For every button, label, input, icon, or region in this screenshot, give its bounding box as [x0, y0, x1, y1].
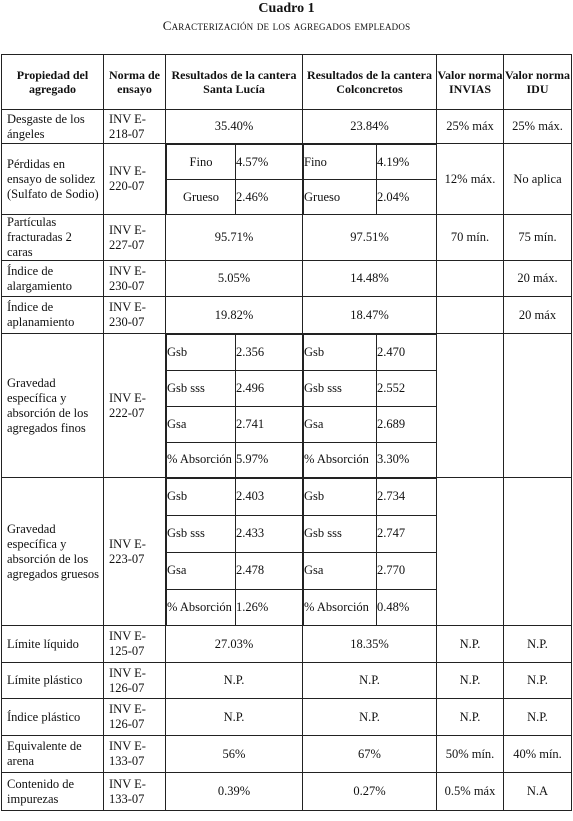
santa-lucia-value: 56% — [166, 736, 303, 773]
idu-value: N.P. — [504, 626, 572, 663]
property-cell: Desgaste de los ángeles — [2, 110, 104, 144]
idu-value: 20 máx. — [504, 261, 572, 297]
idu-value: 75 mín. — [504, 215, 572, 261]
norm-cell: INV E-230-07 — [104, 261, 166, 297]
santa-lucia-value: 27.03% — [166, 626, 303, 663]
header-colconcretos: Resultados de la cantera Colconcretos — [303, 55, 437, 110]
table-title: Cuadro 1 — [258, 1, 315, 16]
santa-lucia-value: 5.05% — [166, 261, 303, 297]
sub-value: 5.97% — [236, 442, 303, 477]
santa-lucia-value: N.P. — [166, 663, 303, 699]
sub-label: Grueso — [304, 180, 377, 214]
table-row — [2, 626, 572, 663]
property-cell: Equivalente de arena — [2, 736, 104, 773]
colconcretos-value: N.P. — [303, 699, 437, 736]
norm-cell: INV E-227-07 — [104, 215, 166, 261]
invias-value: N.P. — [437, 663, 504, 699]
colconcretos-value: 67% — [303, 736, 437, 773]
sub-value: 2.04% — [377, 180, 437, 214]
idu-value — [504, 334, 572, 478]
property-cell: Índice de alargamiento — [2, 261, 104, 297]
sub-value: 2.403 — [236, 479, 303, 516]
norm-cell: INV E-125-07 — [104, 626, 166, 663]
header-norma: Norma de ensayo — [104, 55, 166, 110]
header-row — [2, 55, 572, 110]
sub-label: Gsa — [167, 552, 236, 589]
idu-value: 25% máx. — [504, 110, 572, 144]
sub-label: Gsa — [167, 406, 236, 442]
santa-lucia-subtable-cell — [166, 478, 303, 626]
sub-label: Gsb — [167, 335, 236, 371]
table-row — [2, 297, 572, 334]
santa-lucia-value: 0.39% — [166, 773, 303, 811]
sub-value: 2.689 — [377, 406, 437, 442]
idu-value: No aplica — [504, 144, 572, 215]
colconcretos-subtable-cell — [303, 144, 437, 215]
table-subtitle: Caracterización de los agregados empleados — [162, 18, 411, 33]
property-cell: Índice plástico — [2, 699, 104, 736]
sub-label: Gsb sss — [304, 370, 377, 406]
invias-value — [437, 261, 504, 297]
invias-value: 0.5% máx — [437, 773, 504, 811]
property-cell: Contenido de impurezas — [2, 773, 104, 811]
property-cell: Gravedad específica y absorción de los agregados gruesos — [2, 478, 104, 626]
colconcretos-value: 18.35% — [303, 626, 437, 663]
aggregates-table — [1, 54, 572, 811]
colconcretos-value: 14.48% — [303, 261, 437, 297]
santa-lucia-subtable-cell — [166, 144, 303, 215]
sub-value: 2.356 — [236, 335, 303, 371]
colconcretos-value: 18.47% — [303, 297, 437, 334]
norm-cell: INV E-126-07 — [104, 699, 166, 736]
table-row — [2, 663, 572, 699]
norm-cell: INV E-133-07 — [104, 773, 166, 811]
invias-value: 12% máx. — [437, 144, 504, 215]
sub-value: 3.30% — [377, 442, 437, 477]
colconcretos-value: 23.84% — [303, 110, 437, 144]
sub-label: Gsb sss — [167, 370, 236, 406]
colconcretos-subtable-cell — [303, 334, 437, 478]
sub-value: 4.57% — [236, 145, 303, 180]
invias-value — [437, 297, 504, 334]
santa-lucia-value: 35.40% — [166, 110, 303, 144]
invias-value: 25% máx — [437, 110, 504, 144]
sub-value: 2.478 — [236, 552, 303, 589]
sub-value: 0.48% — [377, 589, 437, 625]
colconcretos-subtable — [303, 478, 436, 625]
sub-value: 2.770 — [377, 552, 437, 589]
norm-cell: INV E-223-07 — [104, 478, 166, 626]
property-cell: Índice de aplanamiento — [2, 297, 104, 334]
property-cell: Límite líquido — [2, 626, 104, 663]
norm-cell: INV E-230-07 — [104, 297, 166, 334]
sub-value: 2.470 — [377, 335, 437, 371]
sub-label: Fino — [304, 145, 377, 180]
sub-value: 4.19% — [377, 145, 437, 180]
sub-value: 2.747 — [377, 515, 437, 552]
invias-value — [437, 478, 504, 626]
sub-label: % Absorción — [304, 442, 377, 477]
header-santa-lucia: Resultados de la cantera Santa Lucía — [166, 55, 303, 110]
table-row — [2, 144, 572, 215]
santa-lucia-subtable-cell — [166, 334, 303, 478]
property-cell: Gravedad específica y absorción de los agregados finos — [2, 334, 104, 478]
property-cell: Partículas fracturadas 2 caras — [2, 215, 104, 261]
colconcretos-subtable — [303, 144, 436, 214]
table-row — [2, 736, 572, 773]
norm-cell: INV E-126-07 — [104, 663, 166, 699]
sub-label: Gsa — [304, 406, 377, 442]
invias-value — [437, 334, 504, 478]
sub-label: Gsb sss — [304, 515, 377, 552]
norm-cell: INV E-133-07 — [104, 736, 166, 773]
colconcretos-value: N.P. — [303, 663, 437, 699]
header-invias: Valor norma INVIAS — [437, 55, 504, 110]
santa-lucia-value: 95.71% — [166, 215, 303, 261]
header-idu: Valor norma IDU — [504, 55, 572, 110]
idu-value: 40% mín. — [504, 736, 572, 773]
sub-value: 2.433 — [236, 515, 303, 552]
invias-value: 50% mín. — [437, 736, 504, 773]
table-row — [2, 478, 572, 626]
sub-label: % Absorción — [167, 442, 236, 477]
colconcretos-value: 0.27% — [303, 773, 437, 811]
sub-label: % Absorción — [167, 589, 236, 625]
sub-label: Gsb sss — [167, 515, 236, 552]
sub-label: Gsa — [304, 552, 377, 589]
sub-label: Gsb — [304, 479, 377, 516]
sub-value: 2.552 — [377, 370, 437, 406]
norm-cell: INV E-220-07 — [104, 144, 166, 215]
idu-value: N.A — [504, 773, 572, 811]
table-row — [2, 261, 572, 297]
property-cell: Límite plástico — [2, 663, 104, 699]
santa-lucia-subtable — [166, 144, 302, 214]
sub-value: 2.46% — [236, 180, 303, 214]
property-cell: Pérdidas en ensayo de solidez (Sulfato de Sodio) — [2, 144, 104, 215]
santa-lucia-value: 19.82% — [166, 297, 303, 334]
idu-value: N.P. — [504, 663, 572, 699]
sub-label: Grueso — [167, 180, 236, 214]
invias-value: N.P. — [437, 626, 504, 663]
norm-cell: INV E-218-07 — [104, 110, 166, 144]
idu-value: N.P. — [504, 699, 572, 736]
invias-value: 70 mín. — [437, 215, 504, 261]
sub-label: Gsb — [167, 479, 236, 516]
table-row — [2, 773, 572, 811]
sub-value: 2.734 — [377, 479, 437, 516]
sub-value: 2.741 — [236, 406, 303, 442]
idu-value — [504, 478, 572, 626]
norm-cell: INV E-222-07 — [104, 334, 166, 478]
santa-lucia-subtable — [166, 478, 302, 625]
sub-label: % Absorción — [304, 589, 377, 625]
table-row — [2, 699, 572, 736]
header-propiedad: Propiedad del agregado — [2, 55, 104, 110]
sub-value: 2.496 — [236, 370, 303, 406]
table-row — [2, 334, 572, 478]
table-row — [2, 215, 572, 261]
colconcretos-value: 97.51% — [303, 215, 437, 261]
colconcretos-subtable — [303, 334, 436, 477]
colconcretos-subtable-cell — [303, 478, 437, 626]
santa-lucia-subtable — [166, 334, 302, 477]
invias-value: N.P. — [437, 699, 504, 736]
table-row — [2, 110, 572, 144]
sub-label: Fino — [167, 145, 236, 180]
santa-lucia-value: N.P. — [166, 699, 303, 736]
sub-label: Gsb — [304, 335, 377, 371]
sub-value: 1.26% — [236, 589, 303, 625]
idu-value: 20 máx — [504, 297, 572, 334]
